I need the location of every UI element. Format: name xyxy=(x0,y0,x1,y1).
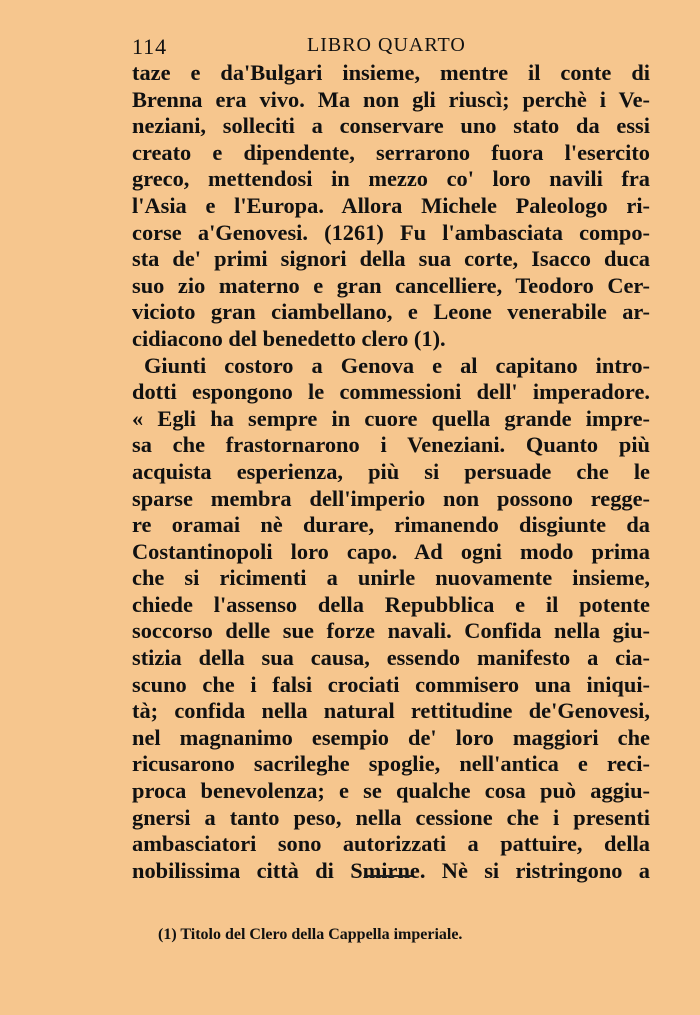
page-number: 114 xyxy=(132,34,168,59)
text-line: re oramai nè durare, rimanendo disgiunte da xyxy=(132,512,650,538)
text-line: « Egli ha sempre in cuore quella grande impre- xyxy=(132,405,650,431)
text-line: neziani, solleciti a conservare uno stato da essi xyxy=(132,113,650,139)
text-line: ricusarono sacrileghe spoglie, nell'antica e reci- xyxy=(132,751,650,777)
text-line: tà; confida nella natural rettitudine de'Genovesi, xyxy=(132,698,650,724)
text-line: scuno che i falsi crociati commisero una iniqui- xyxy=(132,671,650,697)
text-line: ambasciatori sono autorizzati a pattuire, della xyxy=(132,831,650,857)
text-line: proca benevolenza; e se qualche cosa può aggiu- xyxy=(132,778,650,804)
body-text xyxy=(132,60,650,884)
text-line: sa che frastornarono i Veneziani. Quanto più xyxy=(132,432,650,458)
text-line: suo zio materno e gran cancelliere, Teodoro Cer- xyxy=(132,272,650,298)
text-line: vicioto gran ciambellano, e Leone venerabile ar- xyxy=(132,299,650,325)
text-line: acquista esperienza, più si persuade che le xyxy=(132,458,650,484)
text-line: nel magnanimo esempio de' loro maggiori che xyxy=(132,724,650,750)
text-line: Costantinopoli loro capo. Ad ogni modo prima xyxy=(132,538,650,564)
text-line: taze e da'Bulgari insieme, mentre il conte di xyxy=(132,60,650,85)
text-line: stizia della sua causa, essendo manifesto a cia- xyxy=(132,645,650,671)
text-line: gnersi a tanto peso, nella cessione che i presenti xyxy=(132,804,650,830)
text-line: Giunti costoro a Genova e al capitano intro- xyxy=(144,352,650,378)
running-title: LIBRO QUARTO xyxy=(307,34,466,56)
text-line: chiede l'assenso della Repubblica e il potente xyxy=(132,591,650,617)
text-line: sparse membra dell'imperio non possono regge- xyxy=(132,485,650,511)
footnote-rule xyxy=(364,875,412,877)
text-line: creato e dipendente, serrarono fuora l'esercito xyxy=(132,139,650,165)
text-line: Brenna era vivo. Ma non gli riuscì; perchè i Ve- xyxy=(132,86,650,112)
text-line: soccorso delle sue forze navali. Confida nella giu- xyxy=(132,618,650,644)
text-line: greco, mettendosi in mezzo co' loro navili fra xyxy=(132,166,650,192)
text-line: cidiacono del benedetto clero (1). xyxy=(132,325,446,351)
footnote: (1) Titolo del Clero della Cappella imperiale. xyxy=(158,926,463,943)
text-line: nobilissima città di Smirne. Nè si ristringono a xyxy=(132,857,650,883)
text-line: sta de' primi signori della sua corte, Isacco duca xyxy=(132,246,650,272)
text-line: che si ricimenti a unirle nuovamente insieme, xyxy=(132,565,650,591)
text-line: l'Asia e l'Europa. Allora Michele Paleologo ri- xyxy=(132,192,650,218)
text-line: corse a'Genovesi. (1261) Fu l'ambasciata compo- xyxy=(132,219,650,245)
text-line: dotti espongono le commessioni dell' imperadore. xyxy=(132,379,650,405)
